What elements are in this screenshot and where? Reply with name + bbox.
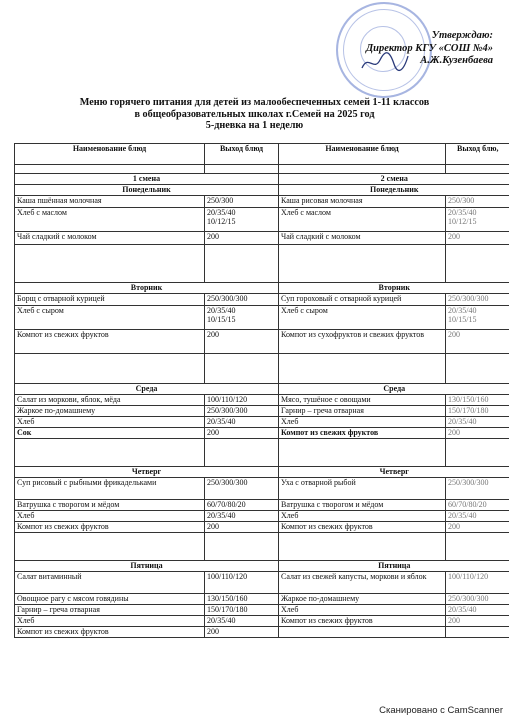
- dish-cell: Хлеб: [279, 416, 446, 427]
- dish-cell: Хлеб: [15, 510, 205, 521]
- dish-cell: Хлеб с сыром: [15, 305, 205, 329]
- yield-cell: 200: [446, 329, 509, 353]
- table-row: [15, 604, 509, 615]
- shift-1-label: 1 смена: [15, 174, 279, 185]
- dish-cell: Уха с отварной рыбой: [279, 477, 446, 499]
- dish-cell: Компот из свежих фруктов: [279, 427, 446, 438]
- dish-cell: Салат из свежей капусты, моркови и яблок: [279, 571, 446, 593]
- table-row: [15, 571, 509, 593]
- menu-table: [14, 143, 509, 638]
- yield-cell: 130/150/160: [205, 593, 279, 604]
- dish-cell: Ватрушка с творогом и мёдом: [15, 499, 205, 510]
- yield-cell: 250/300/300: [446, 293, 509, 305]
- scanner-watermark: Сканировано с CamScanner: [379, 705, 503, 716]
- table-row: [15, 499, 509, 510]
- table-row: [15, 427, 509, 438]
- table-row: [15, 510, 509, 521]
- dish-cell: Каша пшённая молочная: [15, 195, 205, 207]
- yield-cell: 250/300: [205, 195, 279, 207]
- dish-cell: Хлеб с маслом: [15, 207, 205, 231]
- yield-cell: 20/35/40: [446, 604, 509, 615]
- dish-cell: Гарнир – греча отварная: [15, 604, 205, 615]
- yield-cell: 100/110/120: [205, 394, 279, 405]
- dish-cell: Компот из свежих фруктов: [279, 615, 446, 626]
- day-heading-shift-1: Пятница: [15, 560, 279, 571]
- yield-cell: 20/35/40: [205, 510, 279, 521]
- dish-cell: Сок: [15, 427, 205, 438]
- yield-cell: 200: [446, 427, 509, 438]
- dish-cell: Жаркое по-домашнему: [15, 405, 205, 416]
- dish-cell: Компот из свежих фруктов: [279, 521, 446, 532]
- yield-cell: 200: [205, 329, 279, 353]
- yield-cell: 20/35/40: [446, 416, 509, 427]
- dish-cell: Хлеб: [279, 604, 446, 615]
- day-heading-shift-1: Понедельник: [15, 184, 279, 195]
- table-row: [15, 626, 509, 637]
- yield-cell: 200: [205, 427, 279, 438]
- yield-cell: 200: [205, 521, 279, 532]
- table-row: [15, 416, 509, 427]
- header-dish-2: Наименование блюд: [279, 144, 446, 165]
- yield-cell: 200: [446, 231, 509, 244]
- dish-cell: Хлеб: [15, 416, 205, 427]
- yield-cell: 250/300: [446, 195, 509, 207]
- table-row: [15, 293, 509, 305]
- dish-cell: Чай сладкий с молоком: [279, 231, 446, 244]
- day-heading-shift-2: Вторник: [279, 282, 509, 293]
- dish-cell: Суп гороховый с отварной курицей: [279, 293, 446, 305]
- dish-cell: Хлеб с сыром: [279, 305, 446, 329]
- table-row: [15, 477, 509, 499]
- day-heading-shift-1: Четверг: [15, 466, 279, 477]
- yield-cell: 60/70/80/20: [446, 499, 509, 510]
- yield-cell: 20/35/40 10/12/15: [446, 207, 509, 231]
- yield-cell: 20/35/40: [205, 615, 279, 626]
- dish-cell: Компот из свежих фруктов: [15, 329, 205, 353]
- yield-cell: 20/35/40: [446, 510, 509, 521]
- yield-cell: 20/35/40: [205, 416, 279, 427]
- yield-cell: 200: [446, 521, 509, 532]
- dish-cell: Компот из сухофруктов и свежих фруктов: [279, 329, 446, 353]
- approval-line-3: А.Ж.Кузенбаева: [420, 55, 493, 66]
- yield-cell: 100/110/120: [446, 571, 509, 593]
- table-row: [15, 231, 509, 244]
- yield-cell: 100/110/120: [205, 571, 279, 593]
- title-line-3: 5-дневка на 1 неделю: [205, 120, 304, 131]
- dish-cell: Хлеб: [15, 615, 205, 626]
- dish-cell: Хлеб с маслом: [279, 207, 446, 231]
- dish-cell: Мясо, тушёное с овощами: [279, 394, 446, 405]
- yield-cell: 250/300/300: [205, 293, 279, 305]
- title-line-2: в общеобразовательных школах г.Семей на 2025 год: [134, 108, 375, 120]
- day-heading-shift-1: Вторник: [15, 282, 279, 293]
- dish-cell: Овощное рагу с мясом говядины: [15, 593, 205, 604]
- yield-cell: 250/300/300: [446, 593, 509, 604]
- approval-line-2: Директор КГУ «СОШ №4»: [365, 42, 493, 54]
- approval-block: [366, 30, 493, 68]
- table-row: [15, 394, 509, 405]
- table-row: [15, 593, 509, 604]
- dish-cell: Хлеб: [279, 510, 446, 521]
- header-dish-1: Наименование блюд: [15, 144, 205, 165]
- dish-cell: Жаркое по-домашнему: [279, 593, 446, 604]
- yield-cell: 200: [446, 615, 509, 626]
- dish-cell: Гарнир – греча отварная: [279, 405, 446, 416]
- dish-cell: Борщ с отварной курицей: [15, 293, 205, 305]
- title-line-1: Меню горячего питания для детей из малообеспеченных семей 1-11 классов: [79, 97, 430, 108]
- header-yield-1: Выход блюд: [205, 144, 279, 165]
- dish-cell: Ватрушка с творогом и мёдом: [279, 499, 446, 510]
- table-row: [15, 329, 509, 353]
- day-heading-shift-1: Среда: [15, 383, 279, 394]
- day-heading-shift-2: Среда: [279, 383, 509, 394]
- shift-2-label: 2 смена: [279, 174, 509, 185]
- yield-cell: 150/170/180: [205, 604, 279, 615]
- table-row: [15, 207, 509, 231]
- yield-cell: 60/70/80/20: [205, 499, 279, 510]
- yield-cell: 20/35/40 10/15/15: [446, 305, 509, 329]
- day-heading-shift-2: Пятница: [279, 560, 509, 571]
- dish-cell: [279, 626, 446, 637]
- approval-line-1: Утверждаю:: [431, 30, 493, 41]
- yield-cell: 250/300/300: [205, 477, 279, 499]
- dish-cell: Салат витаминный: [15, 571, 205, 593]
- yield-cell: 150/170/180: [446, 405, 509, 416]
- dish-cell: Салат из моркови, яблок, мёда: [15, 394, 205, 405]
- yield-cell: 250/300/300: [446, 477, 509, 499]
- dish-cell: Компот из свежих фруктов: [15, 626, 205, 637]
- table-row: [15, 405, 509, 416]
- table-row: [15, 195, 509, 207]
- day-heading-shift-2: Понедельник: [279, 184, 509, 195]
- document-title: [0, 97, 509, 132]
- dish-cell: Чай сладкий с молоком: [15, 231, 205, 244]
- yield-cell: 250/300/300: [205, 405, 279, 416]
- table-row: [15, 521, 509, 532]
- dish-cell: Суп рисовый с рыбными фрикадельками: [15, 477, 205, 499]
- yield-cell: 130/150/160: [446, 394, 509, 405]
- dish-cell: Компот из свежих фруктов: [15, 521, 205, 532]
- table-row: [15, 305, 509, 329]
- header-yield-2: Выход блю,: [446, 144, 509, 165]
- dish-cell: Каша рисовая молочная: [279, 195, 446, 207]
- yield-cell: 200: [205, 626, 279, 637]
- yield-cell: [446, 626, 509, 637]
- yield-cell: 200: [205, 231, 279, 244]
- yield-cell: 20/35/40 10/15/15: [205, 305, 279, 329]
- table-row: [15, 615, 509, 626]
- yield-cell: 20/35/40 10/12/15: [205, 207, 279, 231]
- day-heading-shift-2: Четверг: [279, 466, 509, 477]
